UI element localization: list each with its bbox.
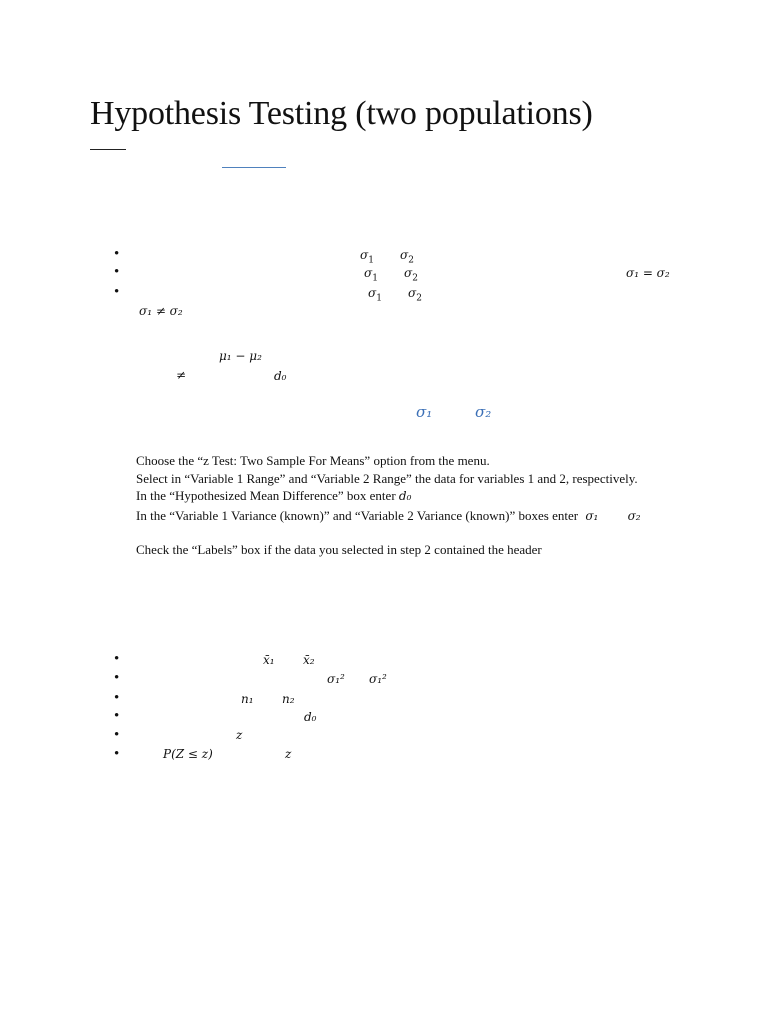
bullet-8: •: [114, 727, 120, 743]
d0-symbol: d₀: [304, 710, 317, 724]
step-2: Select in “Variable 1 Range” and “Variable 2 Range” the data for variables 1 and 2, respectively.: [136, 471, 638, 486]
link-underline[interactable]: [222, 167, 286, 168]
n1-symbol: n₁: [241, 692, 254, 706]
bullet-4: •: [114, 651, 120, 667]
z-symbol: z: [236, 728, 243, 742]
d0-symbol: d₀: [274, 369, 287, 383]
n2-symbol: n₂: [282, 692, 295, 706]
sigma-2-symbol: σ₂: [627, 509, 641, 523]
sigma-equality: σ₁ = σ₂: [626, 266, 670, 280]
step-4: In the “Variable 1 Variance (known)” and “Variable 2 Variance (known)” boxes enter σ₁ σ₂: [136, 508, 641, 523]
d0-symbol: d₀: [398, 489, 412, 503]
bullet-7: •: [114, 708, 120, 724]
not-equal-symbol: ≠: [176, 368, 187, 382]
sigma-1-symbol: $\sigma_1$: [360, 248, 374, 266]
xbar-2-symbol: x̄₂: [303, 653, 315, 667]
variance-2-symbol: σ₁²: [369, 672, 387, 686]
step-1: Choose the “z Test: Two Sample For Means” option from the menu.: [136, 453, 490, 468]
z-symbol: z: [285, 747, 292, 761]
sigma-2-symbol: $\sigma_2$: [408, 286, 422, 304]
step-3: In the “Hypothesized Mean Difference” box enter d₀: [136, 488, 412, 503]
sigma-inequality: σ₁ ≠ σ₂: [139, 304, 183, 318]
title-underline-rule: [90, 149, 126, 150]
section-sigma-1: σ₁: [416, 403, 433, 421]
bullet-9: •: [114, 746, 120, 762]
sigma-1-symbol: $\sigma_1$: [364, 266, 378, 284]
xbar-1-symbol: x̄₁: [263, 653, 275, 667]
page-title: Hypothesis Testing (two populations): [90, 95, 593, 132]
mean-difference-symbol: μ₁ − μ₂: [219, 349, 262, 363]
variance-1-symbol: σ₁²: [327, 672, 345, 686]
sigma-1-symbol: $\sigma_1$: [368, 286, 382, 304]
sigma-1-symbol: σ₁: [585, 509, 599, 523]
section-sigma-2: σ₂: [475, 403, 492, 421]
bullet-6: •: [114, 690, 120, 706]
bullet-1: •: [114, 246, 120, 262]
bullet-2: •: [114, 264, 120, 280]
bullet-5: •: [114, 670, 120, 686]
sigma-2-symbol: $\sigma_2$: [400, 248, 414, 266]
step-5: Check the “Labels” box if the data you selected in step 2 contained the header: [136, 542, 542, 557]
sigma-2-symbol: $\sigma_2$: [404, 266, 418, 284]
p-value-symbol: P(Z ≤ z): [163, 747, 213, 761]
bullet-3: •: [114, 284, 120, 300]
